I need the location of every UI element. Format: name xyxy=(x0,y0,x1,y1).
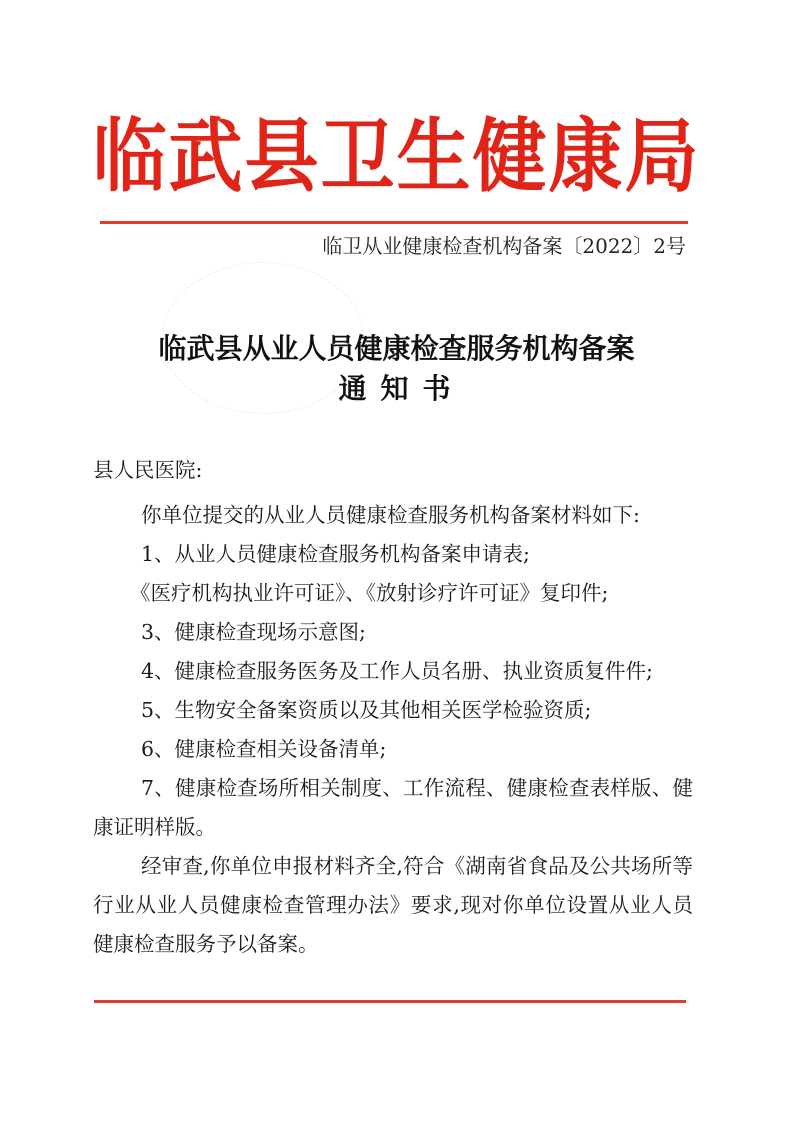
footer-red-rule xyxy=(94,1000,686,1003)
document-title: 临武县从业人员健康检查服务机构备案 xyxy=(158,332,635,365)
list-item: 4、健康检查服务医务及工作人员名册、执业资质复件件; xyxy=(141,659,653,683)
list-item: 5、生物安全备案资质以及其他相关医学检验资质; xyxy=(141,698,592,722)
intro-paragraph: 你单位提交的从业人员健康检查服务机构备案材料如下: xyxy=(141,503,640,527)
list-item: 1、从业人员健康检查服务机构备案申请表; xyxy=(141,542,530,566)
list-item: 《医疗机构执业许可证》、《放射诊疗许可证》复印件; xyxy=(130,581,609,605)
notice-body xyxy=(93,496,693,964)
masthead-red-rule xyxy=(100,221,688,224)
list-item: 3、健康检查现场示意图; xyxy=(141,620,366,644)
document-subtitle: 通知书 xyxy=(338,372,465,405)
conclusion-paragraph: 经审查,你单位申报材料齐全,符合《湖南省食品及公共场所等行业从业人员健康检查管理办法》要求,现对你单位设置从业人员健康检查服务予以备案。 xyxy=(93,854,693,956)
document-number: 临卫从业健康检查机构备案〔2022〕2号 xyxy=(322,234,686,258)
addressee: 县人民医院: xyxy=(93,458,203,482)
list-item: 7、健康检查场所相关制度、工作流程、健康检查表样版、健康证明样版。 xyxy=(93,776,693,839)
list-item: 6、健康检查相关设备清单; xyxy=(141,737,387,761)
agency-masthead: 临武县卫生健康局 xyxy=(92,110,701,204)
